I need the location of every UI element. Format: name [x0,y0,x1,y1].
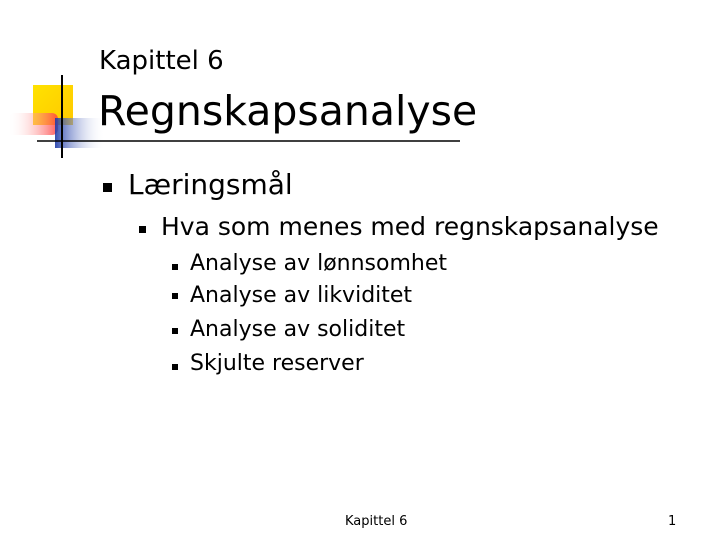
bullet-square-icon [103,183,112,192]
page-number: 1 [668,514,677,529]
bullet-square-icon [172,328,178,334]
bullet-level1-text: Læringsmål [128,168,293,201]
slide-title: Regnskapsanalyse [98,87,478,135]
list-item: Analyse av likviditet [190,283,413,308]
footer-text: Kapittel 6 [345,514,408,529]
bullet-square-icon [139,226,146,233]
list-item: Analyse av soliditet [190,317,406,342]
slide-subtitle: Kapittel 6 [99,46,224,76]
red-bar [8,113,58,135]
list-item: Analyse av lønnsomhet [190,251,448,276]
bullet-level2-text: Hva som menes med regnskapsanalyse [161,212,659,241]
list-item: Skjulte reserver [190,351,364,376]
bullet-square-icon [172,364,178,370]
bullet-square-icon [172,293,178,299]
bullet-square-icon [172,264,178,270]
